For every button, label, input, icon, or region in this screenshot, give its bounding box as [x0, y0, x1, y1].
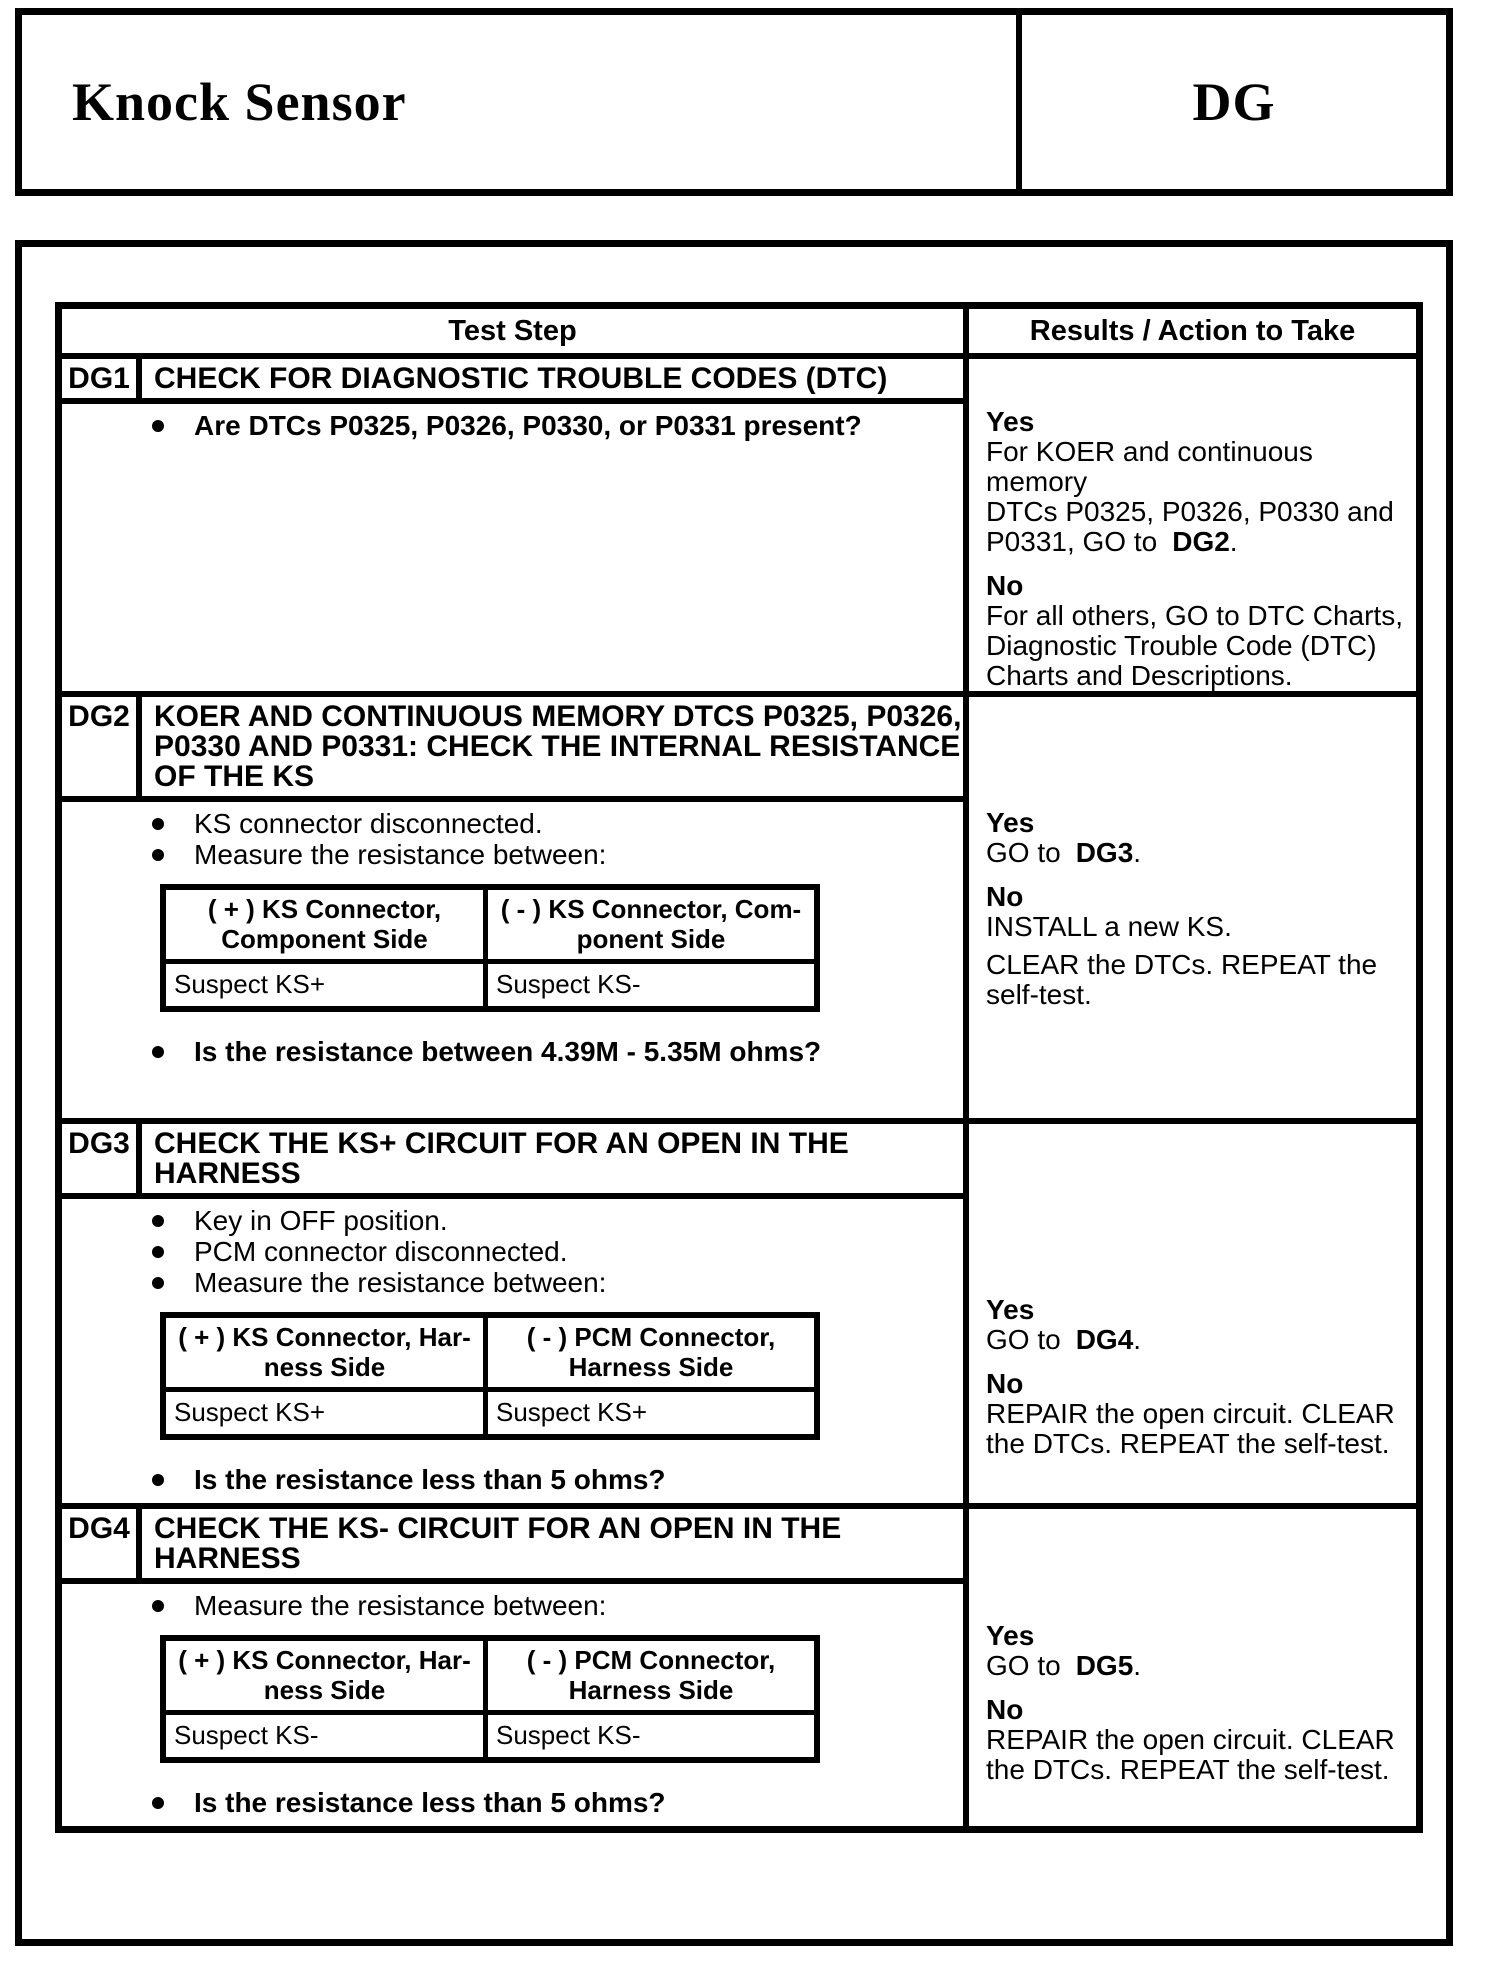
header-line: Harness Side [568, 1352, 734, 1382]
step-title-line: P0330 AND P0331: CHECK THE INTERNAL RESISTANCE [154, 730, 961, 763]
no-label: No [986, 881, 1024, 912]
instruction-item [62, 1267, 963, 1298]
header-line: ( - ) PCM Connector, [526, 1645, 776, 1675]
goto-suffix: . [1133, 1650, 1142, 1681]
goto-suffix: . [1229, 526, 1238, 557]
yes-goto-line [986, 1651, 1412, 1681]
header-line: Harness Side [568, 1675, 734, 1705]
header-line: ness Side [263, 1352, 386, 1382]
no-action-line: Charts and Descriptions. [986, 660, 1293, 691]
measurement-table-header [166, 890, 814, 964]
goto-step-reference: DG4 [1075, 1324, 1134, 1355]
measurement-table-values [166, 1715, 814, 1757]
step-title-dg4 [142, 1509, 963, 1578]
no-label: No [986, 1368, 1024, 1399]
section-dg2 [62, 691, 1416, 1118]
instruction-text: PCM connector disconnected. [194, 1236, 568, 1267]
bullet-icon [152, 1215, 164, 1227]
section-dg3 [62, 1118, 1416, 1503]
page-header-code-cell [1022, 15, 1446, 189]
question-item [62, 1464, 963, 1495]
question-item [62, 1036, 963, 1067]
yes-label: Yes [986, 406, 1035, 437]
page-header-title-cell [22, 15, 1022, 189]
diagnostic-chart-frame [15, 240, 1453, 1946]
instruction-item [62, 808, 963, 839]
no-action-line: REPAIR the open circuit. CLEAR [986, 1724, 1395, 1755]
no-action-line: Diagnostic Trouble Code (DTC) [986, 630, 1377, 661]
section-dg1 [62, 353, 1416, 691]
instruction-text: Measure the resistance between: [194, 839, 607, 870]
yes-label: Yes [986, 1294, 1035, 1325]
step-title-line: CHECK FOR DIAGNOSTIC TROUBLE CODES (DTC) [154, 362, 888, 395]
step-label-dg3: DG3 [62, 1124, 142, 1193]
yes-goto-line [986, 1325, 1412, 1355]
step-title-line: KOER AND CONTINUOUS MEMORY DTCS P0325, P0326, [154, 700, 962, 733]
yes-action-line: For KOER and continuous memory [986, 436, 1313, 497]
question-text: Are DTCs P0325, P0326, P0330, or P0331 present? [194, 410, 862, 441]
step-title-line: CHECK THE KS+ CIRCUIT FOR AN OPEN IN THE [154, 1127, 849, 1160]
step-title-line: OF THE KS [154, 760, 315, 793]
test-step-cell-dg2 [62, 697, 969, 1118]
measurement-table-values [166, 1392, 814, 1434]
plus-connector-header [166, 890, 488, 959]
step-label-dg1: DG1 [62, 359, 142, 398]
test-step-cell-dg3 [62, 1124, 969, 1503]
column-header-results: Results / Action to Take [1029, 315, 1356, 347]
no-action-line: For all others, GO to DTC Charts, [986, 600, 1403, 631]
step-title-row-dg4 [62, 1509, 963, 1584]
goto-step-reference: DG3 [1075, 837, 1134, 868]
no-action-line: the DTCs. REPEAT the self-test. [986, 1428, 1390, 1459]
bullet-icon [152, 420, 164, 432]
step-body-dg1 [62, 404, 963, 691]
no-action-line: CLEAR the DTCs. REPEAT the [986, 949, 1378, 980]
goto-prefix: GO to [986, 1650, 1061, 1681]
test-step-cell-dg4 [62, 1509, 969, 1826]
test-step-cell-dg1 [62, 359, 969, 691]
header-line: ( + ) KS Connector, [207, 894, 442, 924]
header-line: ( + ) KS Connector, Har- [178, 1645, 471, 1675]
minus-connector-header [488, 1318, 814, 1387]
no-action-line: self-test. [986, 979, 1092, 1010]
instruction-item [62, 1205, 963, 1236]
pinpoint-test-code: DG [1192, 72, 1276, 132]
measurement-table [160, 884, 820, 1012]
header-line: Component Side [221, 924, 428, 954]
step-body-dg2 [62, 802, 963, 1118]
instruction-text: Key in OFF position. [194, 1205, 448, 1236]
step-title-row-dg2 [62, 697, 963, 802]
bullet-icon [152, 1046, 164, 1058]
yes-goto-line [986, 527, 1412, 557]
instruction-item [62, 839, 963, 870]
minus-connector-header [488, 890, 814, 959]
yes-action-line: DTCs P0325, P0326, P0330 and [986, 496, 1394, 527]
column-header-test-step: Test Step [62, 309, 969, 353]
results-cell-dg1 [969, 359, 1416, 691]
question-item [62, 410, 963, 441]
step-title-row-dg3 [62, 1124, 963, 1199]
measurement-table-values [166, 964, 814, 1006]
step-label-dg2: DG2 [62, 697, 142, 796]
minus-connector-header [488, 1641, 814, 1710]
header-line: ness Side [263, 1675, 386, 1705]
measurement-table-header [166, 1318, 814, 1392]
plus-connector-value: Suspect KS- [166, 1715, 488, 1757]
step-title-line: CHECK THE KS- CIRCUIT FOR AN OPEN IN THE [154, 1512, 842, 1545]
header-line: ponent Side [576, 924, 726, 954]
bullet-icon [152, 1246, 164, 1258]
bullet-icon [152, 1277, 164, 1289]
measurement-table [160, 1635, 820, 1763]
header-line: ( - ) PCM Connector, [526, 1322, 776, 1352]
header-line: ( - ) KS Connector, Com- [500, 894, 802, 924]
bullet-icon [152, 849, 164, 861]
goto-step-reference: DG5 [1075, 1650, 1134, 1681]
bullet-icon [152, 1600, 164, 1612]
plus-connector-value: Suspect KS+ [166, 964, 488, 1006]
bullet-icon [152, 1474, 164, 1486]
measurement-table-header [166, 1641, 814, 1715]
goto-step-reference: DG2 [1172, 526, 1230, 557]
no-action-line: REPAIR the open circuit. CLEAR [986, 1398, 1395, 1429]
instruction-text: Measure the resistance between: [194, 1267, 607, 1298]
diagnostic-table [55, 302, 1423, 1833]
plus-connector-value: Suspect KS+ [166, 1392, 488, 1434]
step-title-line: HARNESS [154, 1542, 301, 1575]
step-title-dg2 [142, 697, 969, 796]
plus-connector-header [166, 1641, 488, 1710]
instruction-item [62, 1590, 963, 1621]
step-body-dg3 [62, 1199, 963, 1503]
bullet-icon [152, 818, 164, 830]
step-title-dg1 [142, 359, 963, 398]
instruction-text: Measure the resistance between: [194, 1590, 607, 1621]
question-item [62, 1787, 963, 1818]
step-title-dg3 [142, 1124, 963, 1193]
question-text: Is the resistance less than 5 ohms? [194, 1787, 666, 1818]
goto-prefix: GO to [986, 1324, 1061, 1355]
goto-suffix: . [1133, 837, 1142, 868]
no-label: No [986, 1694, 1024, 1725]
goto-suffix: . [1133, 1324, 1142, 1355]
yes-goto-line [986, 838, 1412, 868]
table-header-row [62, 309, 1416, 353]
results-cell-dg3 [969, 1124, 1416, 1503]
question-text: Is the resistance between 4.39M - 5.35M ohms? [194, 1036, 822, 1067]
section-dg4 [62, 1503, 1416, 1826]
minus-connector-value: Suspect KS+ [496, 1397, 648, 1427]
page-header [15, 8, 1453, 196]
bullet-icon [152, 1797, 164, 1809]
yes-label: Yes [986, 1620, 1035, 1651]
goto-prefix: GO to [986, 837, 1061, 868]
instruction-item [62, 1236, 963, 1267]
plus-connector-header [166, 1318, 488, 1387]
no-action-line: INSTALL a new KS. [986, 911, 1232, 942]
step-body-dg4 [62, 1584, 963, 1826]
goto-prefix: P0331, GO to [986, 526, 1158, 557]
no-action-line: the DTCs. REPEAT the self-test. [986, 1754, 1390, 1785]
results-cell-dg4 [969, 1509, 1416, 1826]
minus-connector-value: Suspect KS- [496, 1720, 641, 1750]
yes-label: Yes [986, 807, 1035, 838]
step-title-line: HARNESS [154, 1157, 301, 1190]
step-label-dg4: DG4 [62, 1509, 142, 1578]
instruction-text: KS connector disconnected. [194, 808, 543, 839]
step-title-row-dg1 [62, 359, 963, 404]
page-title: Knock Sensor [72, 72, 407, 132]
header-line: ( + ) KS Connector, Har- [178, 1322, 471, 1352]
no-label: No [986, 570, 1024, 601]
question-text: Is the resistance less than 5 ohms? [194, 1464, 666, 1495]
results-cell-dg2 [969, 697, 1416, 1118]
measurement-table [160, 1312, 820, 1440]
minus-connector-value: Suspect KS- [496, 969, 641, 999]
